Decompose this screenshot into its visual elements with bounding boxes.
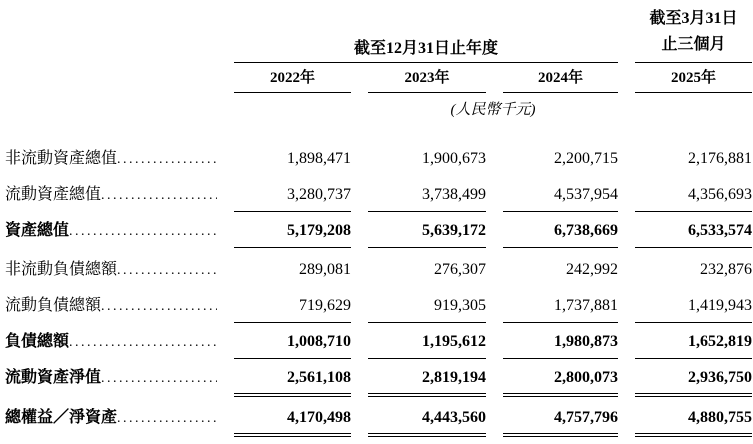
cell-value: 289,081: [299, 261, 351, 278]
cell-value: 6,738,669: [503, 221, 618, 248]
row-label: [5, 296, 217, 317]
row-label: [5, 408, 217, 429]
dot-leader: [117, 150, 217, 170]
quarter-group-header: [635, 6, 752, 63]
row-label: [5, 185, 217, 206]
cell-value: 4,757,796: [503, 408, 618, 437]
cell-value: 2,200,715: [554, 150, 618, 167]
cell-value: 232,876: [700, 261, 752, 278]
cell-value: 1,737,881: [503, 296, 618, 323]
dot-leader: [101, 297, 217, 317]
dot-leader: [101, 369, 217, 389]
cell-value: 1,652,819: [635, 332, 752, 359]
row-label-text: 非流動資產總值: [5, 150, 118, 167]
row-label-text: 流動資產淨值: [5, 369, 102, 386]
dot-leader: [69, 333, 217, 353]
table-row-total-liabilities: [5, 332, 753, 359]
dot-leader: [117, 409, 217, 429]
cell-value: 276,307: [434, 261, 486, 278]
cell-value: 1,195,612: [368, 332, 486, 359]
row-label-text: 資產總值: [5, 222, 70, 239]
table-row-net-current-assets: [5, 368, 753, 397]
quarter-group-header-line2: 止三個月: [661, 36, 726, 53]
cell-value: 719,629: [234, 296, 351, 323]
year-group-header: [234, 40, 618, 63]
quarter-group-header-line1: 截至3月31日: [649, 10, 738, 27]
cell-value: 5,639,172: [368, 221, 486, 248]
row-label-text: 總權益／淨資產: [5, 409, 118, 426]
table-row: [5, 185, 753, 212]
row-label-text: 負債總額: [5, 333, 70, 350]
year-group-header-label: 截至12月31日止年度: [353, 40, 498, 57]
cell-value: 919,305: [368, 296, 486, 323]
cell-value: 4,880,755: [635, 408, 752, 437]
row-label-text: 流動負債總額: [5, 297, 102, 314]
dot-leader: [101, 186, 217, 206]
row-label-text: 流動資產總值: [5, 186, 102, 203]
table-row: [5, 149, 753, 170]
row-label: [5, 368, 217, 389]
cell-value: 1,008,710: [234, 332, 351, 359]
cell-value: 1,900,673: [422, 150, 486, 167]
unit-note-row: [5, 93, 753, 119]
cell-value: 6,533,574: [635, 221, 752, 248]
dot-leader: [117, 261, 217, 281]
cell-value: 4,443,560: [368, 408, 486, 437]
cell-value: 2,936,750: [635, 368, 752, 397]
cell-value: 2,800,073: [503, 368, 618, 397]
cell-value: 3,738,499: [368, 185, 486, 212]
table-header-years: [5, 69, 753, 93]
cell-value: 1,980,873: [503, 332, 618, 359]
table-row: [5, 296, 753, 323]
column-header-2022: 2022年: [234, 69, 351, 93]
row-label-text: 非流動負債總額: [5, 261, 118, 278]
row-label: [5, 332, 217, 353]
dot-leader: [69, 222, 217, 242]
column-header-2024: 2024年: [503, 69, 618, 93]
cell-value: 4,537,954: [503, 185, 618, 212]
cell-value: 3,280,737: [234, 185, 351, 212]
row-label: [5, 221, 217, 242]
cell-value: 242,992: [566, 261, 618, 278]
table-row-total-equity: [5, 408, 753, 437]
unit-note: (人民幣千元): [450, 102, 536, 118]
cell-value: 1,898,471: [287, 150, 351, 167]
row-label: [5, 260, 217, 281]
cell-value: 1,419,943: [635, 296, 752, 323]
row-label: [5, 149, 217, 170]
cell-value: 4,170,498: [234, 408, 351, 437]
cell-value: 2,819,194: [368, 368, 486, 397]
table-row-total-assets: [5, 221, 753, 248]
cell-value: 2,176,881: [688, 150, 752, 167]
cell-value: 5,179,208: [234, 221, 351, 248]
table-header-groups: [5, 6, 753, 63]
cell-value: 2,561,108: [234, 368, 351, 397]
table-row: [5, 260, 753, 281]
cell-value: 4,356,693: [635, 185, 752, 212]
column-header-2025: 2025年: [635, 69, 752, 93]
column-header-2023: 2023年: [368, 69, 486, 93]
